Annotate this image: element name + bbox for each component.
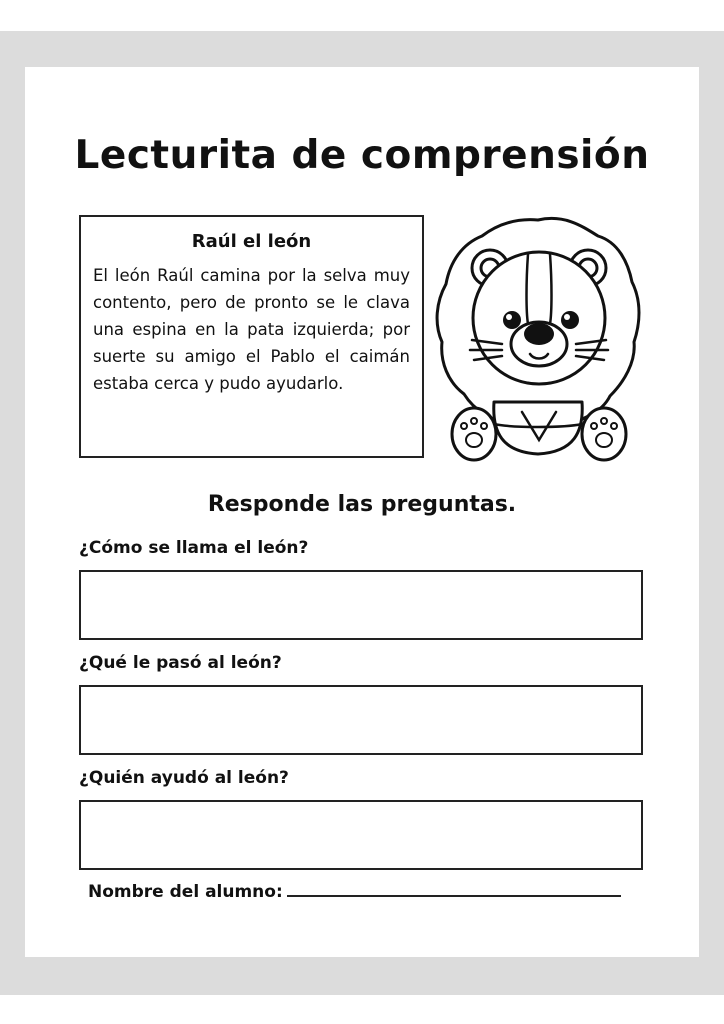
story-title: Raúl el león	[191, 231, 312, 252]
question-1: ¿Cómo se llama el león?	[79, 538, 309, 558]
question-2: ¿Qué le pasó al león?	[79, 653, 282, 673]
lion-right-eye	[561, 311, 579, 329]
story-box	[79, 215, 424, 458]
answer-box-2[interactable]	[79, 685, 643, 755]
lion-left-eye	[503, 311, 521, 329]
instructions-heading: Responde las preguntas.	[207, 492, 517, 517]
lion-illustration	[432, 212, 644, 462]
lion-nose	[524, 323, 554, 345]
story-text: El león Raúl camina por la selva muy contento, pero de pronto se le clava una espina en la pata izquierda; por suerte su amigo el Pablo el caimán estaba cerca y pudo ayudarlo.	[93, 266, 410, 393]
student-name-label: Nombre del alumno:	[88, 882, 283, 902]
question-3: ¿Quién ayudó al león?	[79, 768, 289, 788]
student-name-field	[88, 881, 621, 902]
answer-box-1[interactable]	[79, 570, 643, 640]
student-name-line[interactable]	[287, 881, 621, 897]
worksheet-title: Lecturita de comprensión	[74, 133, 650, 178]
answer-box-3[interactable]	[79, 800, 643, 870]
